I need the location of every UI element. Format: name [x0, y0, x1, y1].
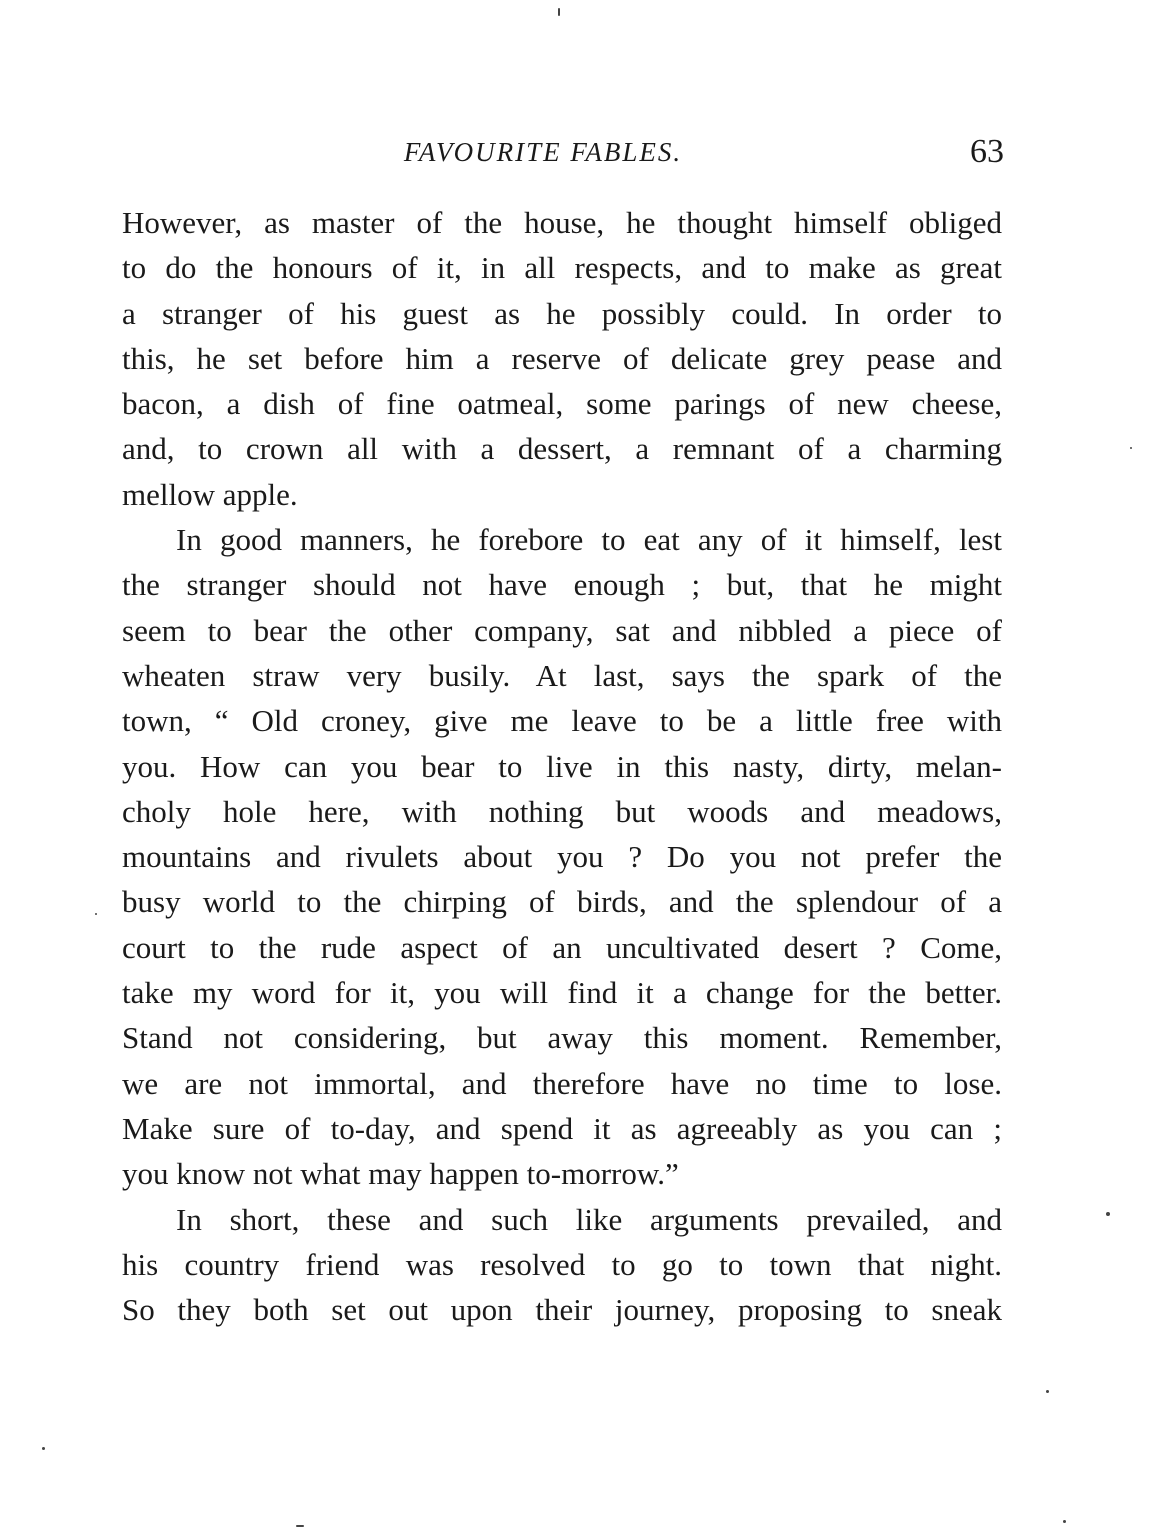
text-line: bacon, a dish of fine oatmeal, some parings of new cheese,	[122, 386, 1002, 422]
text-line: Stand not considering, but away this moment. Remember,	[122, 1020, 1002, 1056]
text-line: Make sure of to-day, and spend it as agreeably as you can ;	[122, 1110, 1002, 1146]
text-line: you. How can you bear to live in this nasty, dirty, melan-	[122, 748, 1002, 784]
text-line: However, as master of the house, he thought himself obliged	[122, 205, 1002, 240]
text-line: So they both set out upon their journey, proposing to sneak	[122, 1292, 1002, 1328]
scan-speck	[558, 8, 560, 16]
text-line: we are not immortal, and therefore have no time to lose.	[122, 1065, 1002, 1101]
text-line: mellow apple.	[122, 476, 298, 512]
text-line: town, “ Old croney, give me leave to be a little free with	[122, 703, 1002, 739]
text-line: busy world to the chirping of birds, and the splendour of a	[122, 884, 1002, 920]
text-line: choly hole here, with nothing but woods and meadows,	[122, 793, 1002, 829]
text-line: In good manners, he forebore to eat any of it himself, lest	[176, 522, 1002, 558]
scan-speck	[42, 1447, 45, 1450]
text-line: court to the rude aspect of an uncultivated desert ? Come,	[122, 929, 1002, 965]
scan-speck	[1046, 1390, 1049, 1393]
text-line: to do the honours of it, in all respects, and to make as great	[122, 250, 1002, 286]
scan-speck	[1130, 447, 1132, 449]
scan-speck	[95, 913, 97, 915]
text-line: seem to bear the other company, sat and nibbled a piece of	[122, 612, 1002, 648]
text-line: a stranger of his guest as he possibly could. In order to	[122, 295, 1002, 331]
running-title: FAVOURITE FABLES.	[403, 137, 683, 167]
text-line: this, he set before him a reserve of delicate grey pease and	[122, 340, 1002, 376]
text-line: his country friend was resolved to go to town that night.	[122, 1246, 1002, 1282]
scan-speck	[1063, 1520, 1066, 1523]
text-line: In short, these and such like arguments prevailed, and	[176, 1201, 1002, 1237]
text-line: wheaten straw very busily. At last, says the spark of the	[122, 657, 1002, 693]
text-line: you know not what may happen to-morrow.”	[122, 1156, 679, 1192]
scan-speck	[1106, 1212, 1110, 1216]
text-line: the stranger should not have enough ; but, that he might	[122, 567, 1002, 603]
text-line: mountains and rivulets about you ? Do you not prefer the	[122, 839, 1002, 875]
scan-speck	[296, 1525, 304, 1527]
page-header	[122, 133, 1004, 181]
text-line: and, to crown all with a dessert, a remnant of a charming	[122, 431, 1002, 467]
page-number: 63	[970, 133, 1004, 170]
text-line: take my word for it, you will find it a change for the better.	[122, 975, 1002, 1011]
body-text	[122, 200, 1002, 1332]
